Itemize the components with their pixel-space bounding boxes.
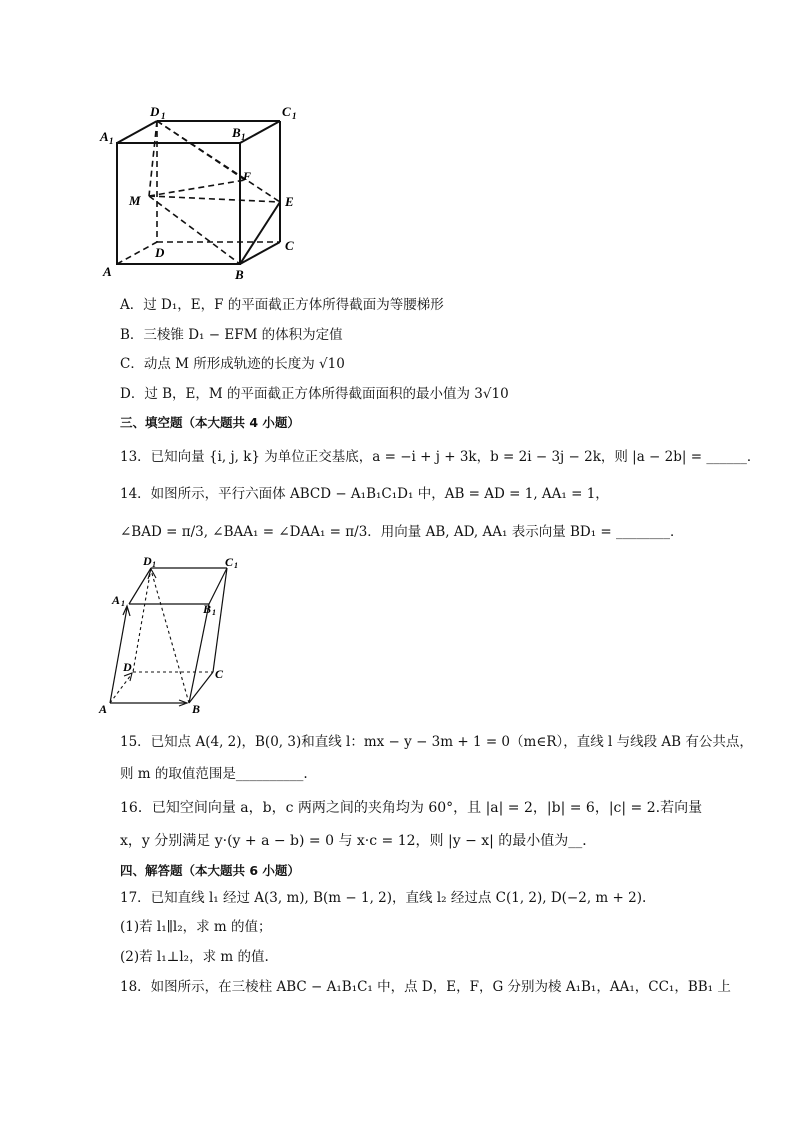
option-b: B．三棱锥 D₁ − EFM 的体积为定值 — [120, 327, 343, 343]
label-A: A — [103, 264, 112, 279]
question-17-sub-1: (1)若 l₁∥l₂，求 m 的值； — [120, 919, 272, 935]
option-a: A．过 D₁，E，F 的平面截正方体所得截面为等腰梯形 — [120, 297, 444, 313]
svg-text:1: 1 — [121, 599, 125, 608]
label-D: D — [155, 245, 165, 260]
p-label-B: B — [192, 702, 201, 716]
p-label-D1: D — [143, 554, 152, 568]
label-D1: D — [150, 104, 160, 119]
label-C: C — [285, 238, 294, 253]
p-label-C1: C — [225, 555, 234, 569]
svg-text:1: 1 — [234, 561, 238, 570]
question-17-line-1: 17．已知直线 l₁ 经过 A(3, m), B(m − 1, 2)，直线 l₂ 经过点 C(1, 2), D(−2, m + 2). — [120, 890, 647, 906]
option-c: C．动点 M 所形成轨迹的长度为 √10 — [120, 356, 345, 372]
question-13: 13．已知向量 {i, j, k} 为单位正交基底，a = −i + j + 3k，b = 2i − 3j − 2k，则 |a − 2b| = ______． — [120, 449, 761, 465]
svg-text:1: 1 — [241, 132, 246, 142]
svg-text:1: 1 — [292, 111, 297, 121]
label-B1: B — [232, 125, 241, 140]
svg-text:1: 1 — [161, 111, 166, 121]
section-3-title: 三、填空题（本大题共 4 小题） — [120, 415, 300, 430]
p-label-A: A — [99, 702, 108, 716]
section-4-title: 四、解答题（本大题共 6 小题） — [120, 863, 300, 878]
cube-figure — [95, 100, 310, 282]
question-16-line-2: x，y 分别满足 y·(y + a − b) = 0 与 x·c = 12，则 |y − x| 的最小值为__． — [120, 833, 597, 849]
question-14-line-1: 14．如图所示，平行六面体 ABCD − A₁B₁C₁D₁ 中，AB = AD = 1, AA₁ = 1， — [120, 486, 609, 502]
p-label-C: C — [215, 667, 224, 681]
label-C1: C — [282, 104, 291, 119]
label-M: M — [129, 193, 141, 208]
label-E: E — [285, 194, 294, 209]
question-16-line-1: 16．已知空间向量 a，b，c 两两之间的夹角均为 60°，且 |a| = 2，|b| = 6，|c| = 2.若向量 — [120, 800, 703, 816]
svg-text:1: 1 — [152, 560, 156, 569]
label-F: F — [243, 169, 252, 183]
p-label-D: D — [123, 660, 132, 674]
p-label-B1: B — [203, 602, 212, 616]
vector-BD1 — [151, 570, 189, 703]
option-d: D．过 B，E，M 的平面截正方体所得截面面积的最小值为 3√10 — [120, 386, 509, 402]
vector-AA1 — [110, 608, 127, 703]
svg-text:1: 1 — [109, 136, 114, 146]
label-A1: A — [100, 129, 109, 144]
svg-text:1: 1 — [212, 608, 216, 617]
question-17-sub-2: (2)若 l₁⊥l₂，求 m 的值. — [120, 949, 269, 965]
question-15-line-1: 15．已知点 A(4, 2)，B(0, 3)和直线 l：mx − y − 3m + 1 = 0（m∈R），直线 l 与线段 AB 有公共点， — [120, 734, 753, 750]
question-14-line-2: ∠BAD = π/3, ∠BAA₁ = ∠DAA₁ = π/3．用向量 AB, AD, AA₁ 表示向量 BD₁ = ________． — [120, 524, 684, 540]
label-B: B — [235, 267, 244, 282]
p-label-A1: A — [112, 593, 121, 607]
question-15-line-2: 则 m 的取值范围是__________. — [120, 766, 308, 782]
parallelepiped-figure — [97, 553, 257, 719]
vector-AD — [110, 675, 131, 703]
question-18-line-1: 18．如图所示，在三棱柱 ABC − A₁B₁C₁ 中，点 D，E，F，G 分别为棱 A₁B₁，AA₁，CC₁，BB₁ 上 — [120, 979, 731, 995]
